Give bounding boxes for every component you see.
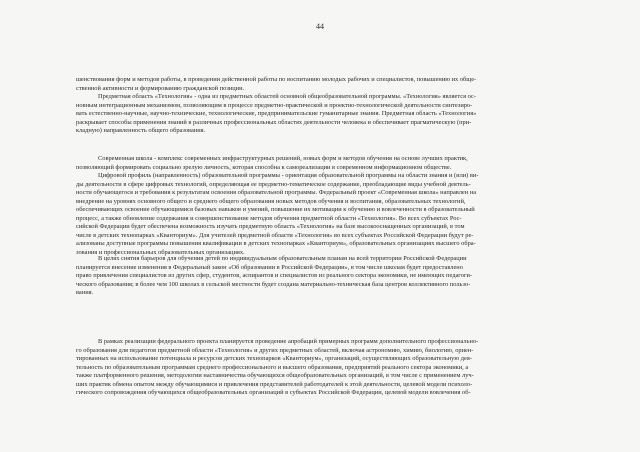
text-line: Современная школа - комплекс современных инфраструктурных решений, новых форм и методов обучения на основе лучших практик,	[98, 155, 468, 162]
paragraph-block-1	[76, 76, 596, 136]
text-line: раскрывает способы применения знаний в различных профессиональных областях деятельности человека и обеспечивает прагматическую (при-	[76, 118, 472, 126]
text-line: внедрение на уровнях основного общего и среднего общего образования новых методов обучения и воспитания, образовательных технологий,	[76, 197, 466, 205]
text-line: обеспечивающих освоение обучающимися базовых навыков и умений, повышение их мотивации к обучению и вовлеченности в образовательный	[76, 206, 475, 213]
paragraph-block-4	[76, 338, 596, 398]
text-line: ализованы доступные программы повышения квалификации в детских технопарках «Кванториум», образовательных организациях высшего обра-	[76, 240, 476, 247]
text-line: тельность по образовательным программам среднего профессионального и высшего образования, предприятий реального сектора экономики, а	[76, 363, 469, 371]
text-line: числе в детских технопарках «Кванториум». Для учителей предметной области «Технология» во всех субъектах Российской Федерации будут ре-	[76, 231, 474, 239]
text-line: тированных на использование потенциала и ресурсов детских технопарков «Кванториум», организаций, осуществляющих образовательную дея-	[76, 355, 472, 362]
text-line: новным интеграционным механизмом, позволяющим в процессе предметно-практической и проектно-технологической деятельности синтезиро-	[76, 101, 473, 109]
text-line: право привлечения специалистов из других сфер, студентов, аспирантов и специалистов из реального сектора экономики, не имеющих педагоги-	[76, 272, 473, 279]
text-line: гического сопровождения обучающихся общеобразовательных организаций в субъектах Российской Федерации, целевой модели вовлечения об-	[76, 389, 471, 396]
text-line: ды деятельности в сфере цифровых технологий, определяющая ее предметно-тематическое содержание, преобладающие виды учебной деятель-	[76, 180, 471, 188]
text-line: В рамках реализации федерального проекта планируется проведение апробаций примерных программ дополнительного профессионально-	[98, 338, 479, 345]
text-line: ческого образования; в более чем 100 школах в сельской местности будет создана материально-техническая база центров коллективного пользо-	[76, 280, 471, 288]
text-line: позволяющий формировать социально зрелую личность, которая способна к самореализации в современном информационном обществе.	[76, 163, 452, 171]
text-line: ственной активности и формированию гражданской позиции.	[76, 84, 245, 92]
text-line: зования и профессиональных образовательных организациях.	[76, 248, 245, 256]
text-line: сийской Федерации будет обеспечена возможность изучать предметную область «Технология» на базе высокооснащенных организаций, в том	[76, 223, 465, 230]
text-line: ших практик обмена опытом между обучающимися и привлечения представителей работодателей к этой деятельности, целевой модели психоло-	[76, 380, 473, 388]
text-line: планируется внесение изменения в Федеральный закон «Об образовании в Российской Федерации», в том числе школам будет предоставлено	[76, 263, 463, 271]
text-line: го образования для педагогов предметной области «Технология» и других предметных областей, включая астрономию, химию, биологию, ориен-	[76, 346, 474, 354]
paragraph-block-3	[76, 255, 596, 298]
text-line: шенствования форм и методов работы, в проведении действенной работы по воспитанию молодых рабочих и специалистов, повышению их обще-	[76, 76, 477, 83]
text-line: ности обучающегося и требования к результатам освоения образовательной программы. Федеральный проект «Современная школа» направлен на	[76, 189, 477, 196]
text-line: вать естественно-научные, научно-технические, технологические, предпринимательские гуманитарные знания. Предметная область «Технология»	[76, 110, 477, 117]
text-line: также платформенного решения, методологии наставничества обучающихся общеобразовательных организаций, в том числе с применением луч-	[76, 372, 474, 379]
text-line: В целях снятия барьеров для обучения детей по индивидуальным образовательным планам на всей территории Российской Федерации	[98, 255, 467, 262]
text-line: Предметная область «Технология» - одна из предметных областей основной общеобразовательной программы. «Технология» является ос-	[98, 93, 476, 100]
text-line: вания.	[76, 289, 94, 296]
text-line: Цифровой профиль (направленность) образовательной программы - ориентация образовательной программы на области знания и (или) ви-	[98, 172, 479, 179]
text-line: процесс, а также обновление содержания и совершенствование методов обучения предметной области «Технология». Во всех субъектах Рос-	[76, 214, 462, 222]
page-number: 44	[316, 22, 324, 31]
text-line: кладную) направленность общего образования.	[76, 127, 206, 134]
paragraph-block-2	[76, 155, 596, 257]
